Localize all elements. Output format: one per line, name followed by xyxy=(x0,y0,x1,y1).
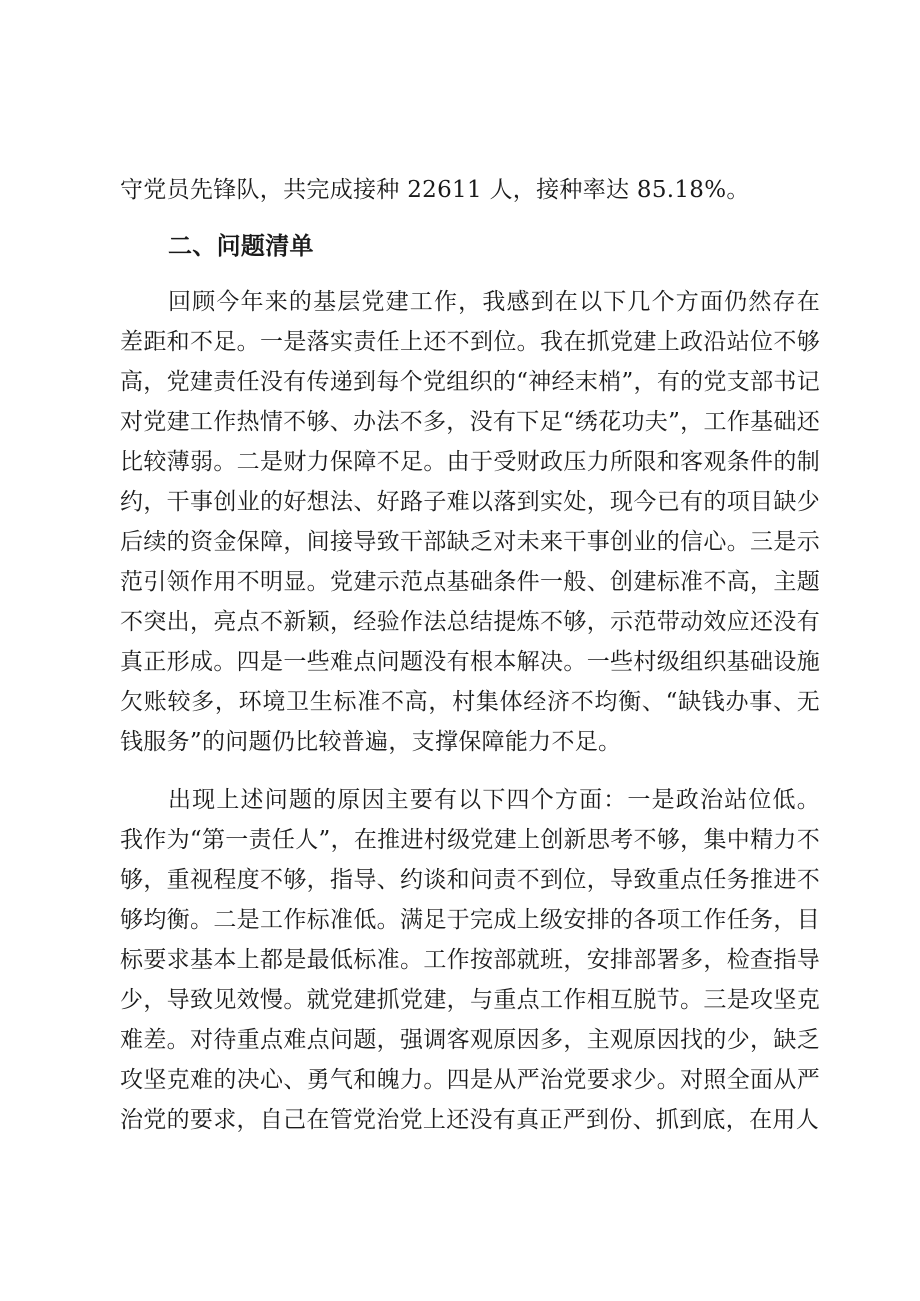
document-body xyxy=(120,170,820,1140)
paragraph-causes: 出现上述问题的原因主要有以下四个方面：一是政治站位低。我作为“第一责任人”，在推进村级党建上创新思考不够，集中精力不够，重视程度不够，指导、约谈和问责不到位，导致重点任务推进不够均衡。二是工作标准低。满足于完成上级安排的各项工作任务，目标要求基本上都是最低标准。工作按部就班，安排部署多，检查指导少，导致见效慢。就党建抓党建，与重点工作相互脱节。三是攻坚克难差。对待重点难点问题，强调客观原因多，主观原因找的少，缺乏攻坚克难的决心、勇气和魄力。四是从严治党要求少。对照全面从严治党的要求，自己在管党治党上还没有真正严到份、抓到底，在用人 xyxy=(120,787,820,1133)
paragraph-problems: 回顾今年来的基层党建工作，我感到在以下几个方面仍然存在差距和不足。一是落实责任上还不到位。我在抓党建上政沿站位不够高，党建责任没有传递到每个党组织的“神经末梢”，有的党支部书记对党建工作热情不够、办法不多，没有下足“绣花功夫”，工作基础还比较薄弱。二是财力保障不足。由于受财政压力所限和客观条件的制约，干事创业的好想法、好路子难以落到实处，现今已有的项目缺少后续的资金保障，间接导致干部缺乏对未来干事创业的信心。三是示范引领作用不明显。党建示范点基础条件一般、创建标准不高，主题不突出，亮点不新颖，经验作法总结提炼不够，示范带动效应还没有真正形成。四是一些难点问题没有根本解决。一些村级组织基础设施欠账较多，环境卫生标准不高，村集体经济不均衡、“缺钱办事、无钱服务”的问题仍比较普遍，支撑保障能力不足。 xyxy=(120,289,820,755)
section-heading: 二、问题清单 xyxy=(168,232,314,260)
continuation-line: 守党员先锋队，共完成接种 22611 人，接种率达 85.18%。 xyxy=(120,177,750,203)
